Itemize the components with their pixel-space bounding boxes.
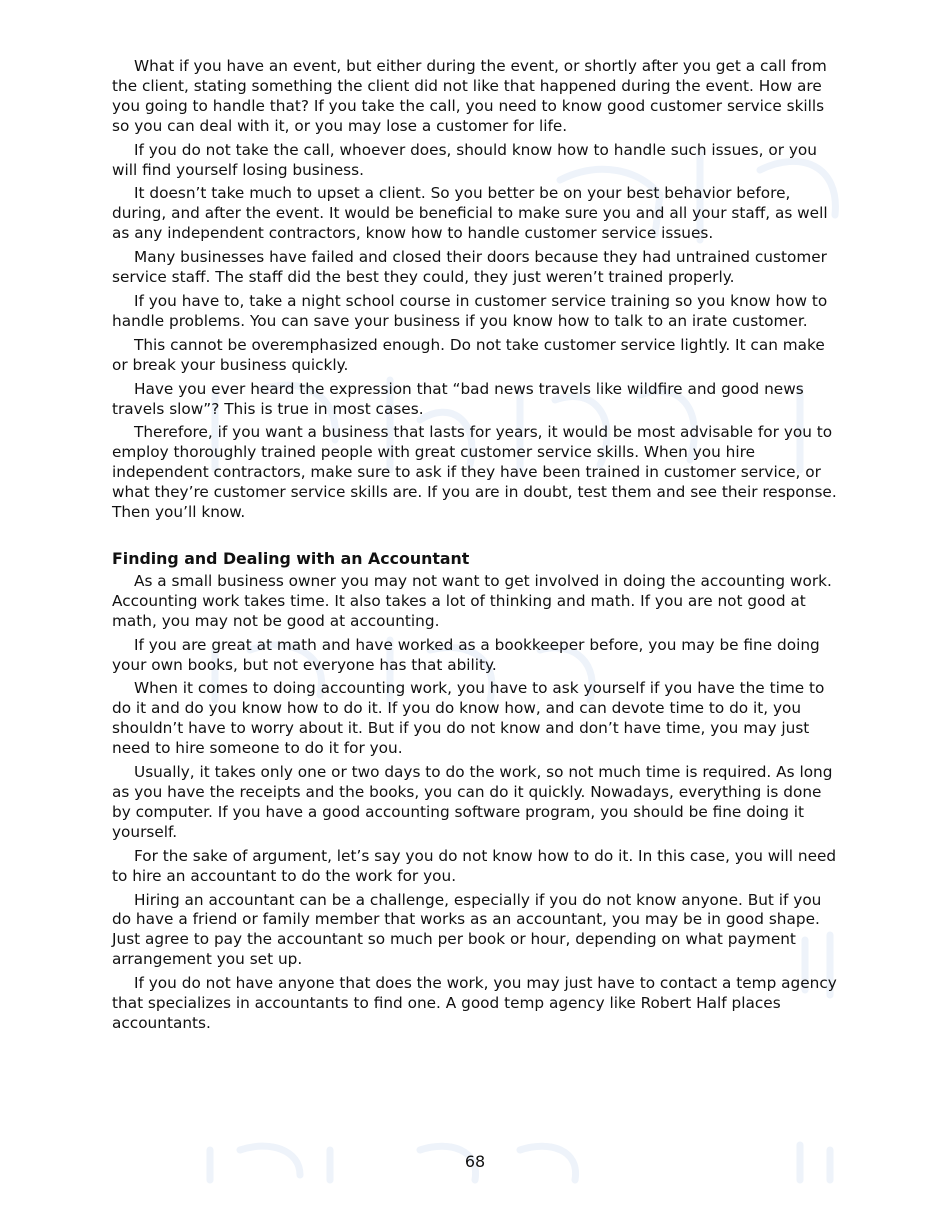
paragraph: If you do not take the call, whoever does, should know how to handle such issues, or you will find yourself losing business. — [112, 140, 817, 179]
page-body — [112, 57, 839, 1038]
paragraph: Have you ever heard the expression that “bad news travels like wildfire and good news travels slow”? This is true in most cases. — [112, 379, 804, 418]
paragraph: It doesn’t take much to upset a client. So you better be on your best behavior before, during, and after the event. It would be beneficial to make sure you and all your staff, as well as any independent contractors, know how to handle customer service issues. — [112, 184, 828, 243]
paragraph: For the sake of argument, let’s say you do not know how to do it. In this case, you will need to hire an accountant to do the work for you. — [112, 846, 837, 885]
paragraph: If you do not have anyone that does the work, you may just have to contact a temp agency that specializes in accountants to find one. A good temp agency like Robert Half places accountants. — [112, 974, 837, 1032]
paragraph: This cannot be overemphasized enough. Do not take customer service lightly. It can make or break your business quickly. — [112, 335, 825, 374]
paragraph: What if you have an event, but either during the event, or shortly after you get a call from the client, stating something the client did not like that happened during the event. How are you going to handle that? If you take the call, you need to know good customer service skills so you can deal with it, or you may lose a customer for life. — [112, 57, 827, 135]
page-number: 68 — [464, 1152, 486, 1171]
paragraph: When it comes to doing accounting work, you have to ask yourself if you have the time to do it and do you know how to do it. If you do know how, and can devote time to do it, you shouldn’t have to worry about it. But if you do not know and don’t have time, you may just need to hire someone to do it for you. — [112, 679, 825, 758]
paragraph: Usually, it takes only one or two days to do the work, so not much time is required. As long as you have the receipts and the books, you can do it quickly. Nowadays, everything is done by computer. If you have a good accounting software program, you should be fine doing it yourself. — [112, 763, 833, 841]
paragraph: If you are great at math and have worked as a bookkeeper before, you may be fine doing your own books, but not everyone has that ability. — [112, 635, 820, 674]
paragraph: As a small business owner you may not want to get involved in doing the accounting work. Accounting work takes time. It also takes a lot of thinking and math. If you are not good at math, you may not be good at accounting. — [112, 571, 832, 630]
paragraph: Hiring an accountant can be a challenge, especially if you do not know anyone. But if you do have a friend or family member that works as an accountant, you may be in good shape. Just agree to pay the accountant so much per book or hour, depending on what payment arrangement you set up. — [112, 890, 822, 969]
paragraph: Many businesses have failed and closed their doors because they had untrained customer service staff. The staff did the best they could, they just weren’t trained properly. — [112, 248, 827, 287]
paragraph: Therefore, if you want a business that lasts for years, it would be most advisable for you to employ thoroughly trained people with great customer service skills. When you hire independent contractors, make sure to ask if they have been trained in customer service, or what they’re customer service skills are. If you are in doubt, test them and see their response. Then you’ll know. — [112, 423, 837, 522]
section-heading: Finding and Dealing with an Accountant — [112, 548, 470, 568]
paragraph: If you have to, take a night school course in customer service training so you know how to handle problems. You can save your business if you know how to talk to an irate customer. — [112, 291, 828, 330]
